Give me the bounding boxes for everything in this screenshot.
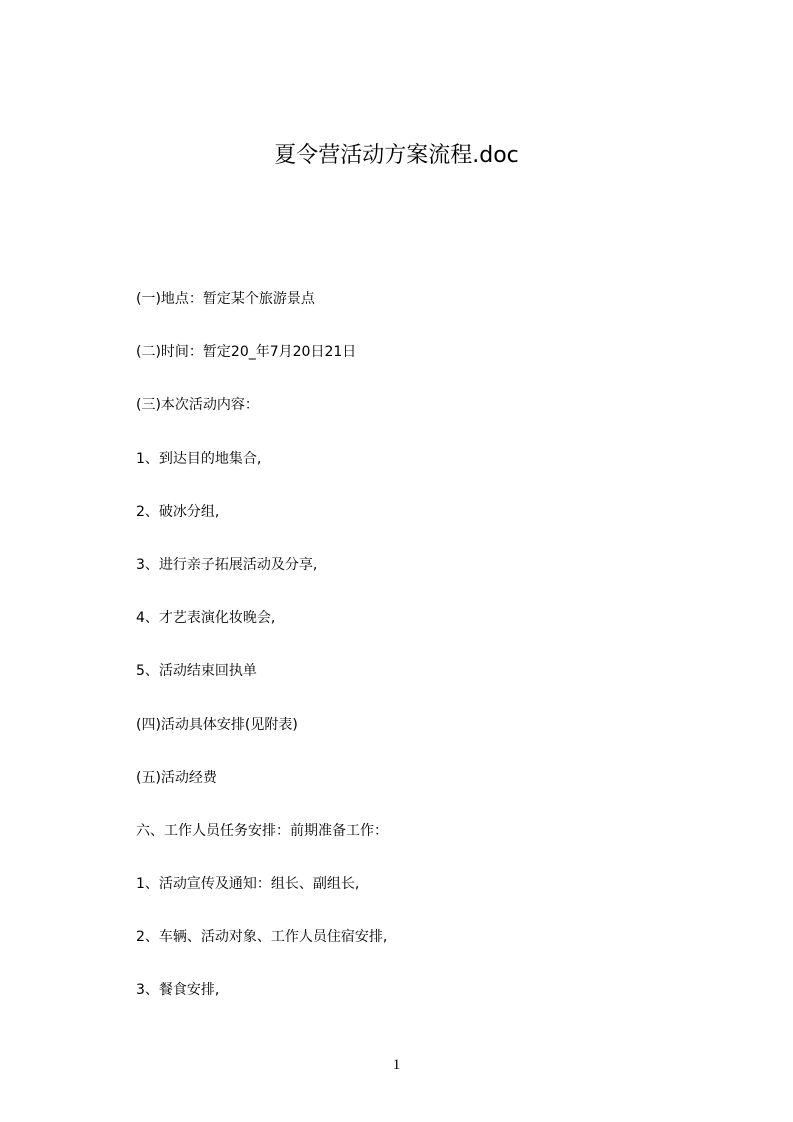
content-item: 4、才艺表演化妆晚会, — [136, 610, 276, 627]
section-time: (二)时间：暂定20_年7月20日21日 — [136, 344, 357, 361]
content-item: 5、活动结束回执单 — [136, 663, 257, 680]
task-item: 1、活动宣传及通知：组长、副组长, — [136, 876, 360, 893]
section-schedule: (四)活动具体安排(见附表) — [136, 716, 298, 733]
section-location: (一)地点：暂定某个旅游景点 — [136, 291, 315, 307]
task-item: 3、餐食安排, — [136, 982, 220, 999]
document-title: 夏令营活动方案流程.doc — [274, 143, 519, 168]
content-item: 3、进行亲子拓展活动及分享, — [136, 556, 318, 573]
section-content-heading: (三)本次活动内容： — [136, 397, 259, 414]
section-budget: (五)活动经费 — [136, 769, 217, 786]
section-staff-tasks: 六、工作人员任务安排：前期准备工作： — [136, 822, 388, 839]
content-item: 2、破冰分组, — [136, 503, 220, 520]
task-item: 2、车辆、活动对象、工作人员住宿安排, — [136, 929, 388, 946]
document-body — [136, 287, 736, 1032]
page-number: 1 — [392, 1057, 401, 1073]
content-item: 1、到达目的地集合, — [136, 450, 262, 467]
